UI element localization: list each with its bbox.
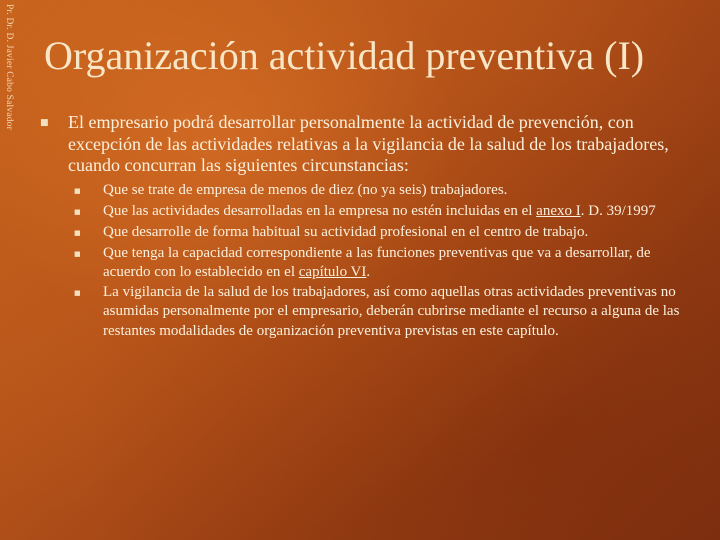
list-item-text-after: . <box>366 264 371 281</box>
list-item-text-after: . D. 39/1997 <box>580 202 656 219</box>
slide-content <box>40 112 680 341</box>
list-item-text-before: Que las actividades desarrolladas en la empresa no estén incluidas en el <box>103 202 537 219</box>
author-credit: Pr. Dr. D. Javier Cabo Salvador <box>4 4 14 130</box>
anexo-link[interactable]: anexo I <box>536 202 581 219</box>
list-item-text: Que desarrolle de forma habitual su actividad profesional en el centro de trabajo. <box>103 223 589 240</box>
square-bullet-icon: ■ <box>74 186 81 195</box>
conditions-list <box>40 181 680 342</box>
list-item <box>74 283 680 342</box>
main-bullet-text: El empresario podrá desarrollar personalmente la actividad de prevención, con excepción de las actividades relativas a la vigilancia de la salud de los trabajadores, cuando concurran las siguientes circunstancias: <box>68 112 669 175</box>
list-item-text-before: Que tenga la capacidad correspondiente a las funciones preventivas que va a desarrollar, de acuerdo con lo establecido en el <box>103 244 651 281</box>
list-item-text: La vigilancia de la salud de los trabajadores, así como aquellas otras actividades preventivas no asumidas personalmente por el empresario, deberán cubrirse mediante el recurso a alguna de las restantes modalidades de organización preventiva previstas en este capítulo. <box>103 283 680 339</box>
list-item <box>74 181 680 202</box>
square-bullet-icon: ■ <box>74 207 81 216</box>
slide-title: Organización actividad preventiva (I) <box>44 33 645 78</box>
square-bullet-icon: ■ <box>40 118 49 128</box>
list-item-text: Que se trate de empresa de menos de diez (no ya seis) trabajadores. <box>103 181 508 198</box>
list-item <box>74 223 680 244</box>
capitulo-link[interactable]: capítulo VI <box>298 264 367 281</box>
list-item <box>74 244 680 283</box>
list-item-text <box>103 202 680 222</box>
square-bullet-icon: ■ <box>74 288 81 297</box>
list-item-text <box>103 244 680 283</box>
square-bullet-icon: ■ <box>74 228 81 237</box>
square-bullet-icon: ■ <box>74 249 81 258</box>
list-item <box>74 202 680 223</box>
main-bullet-item <box>40 112 680 177</box>
